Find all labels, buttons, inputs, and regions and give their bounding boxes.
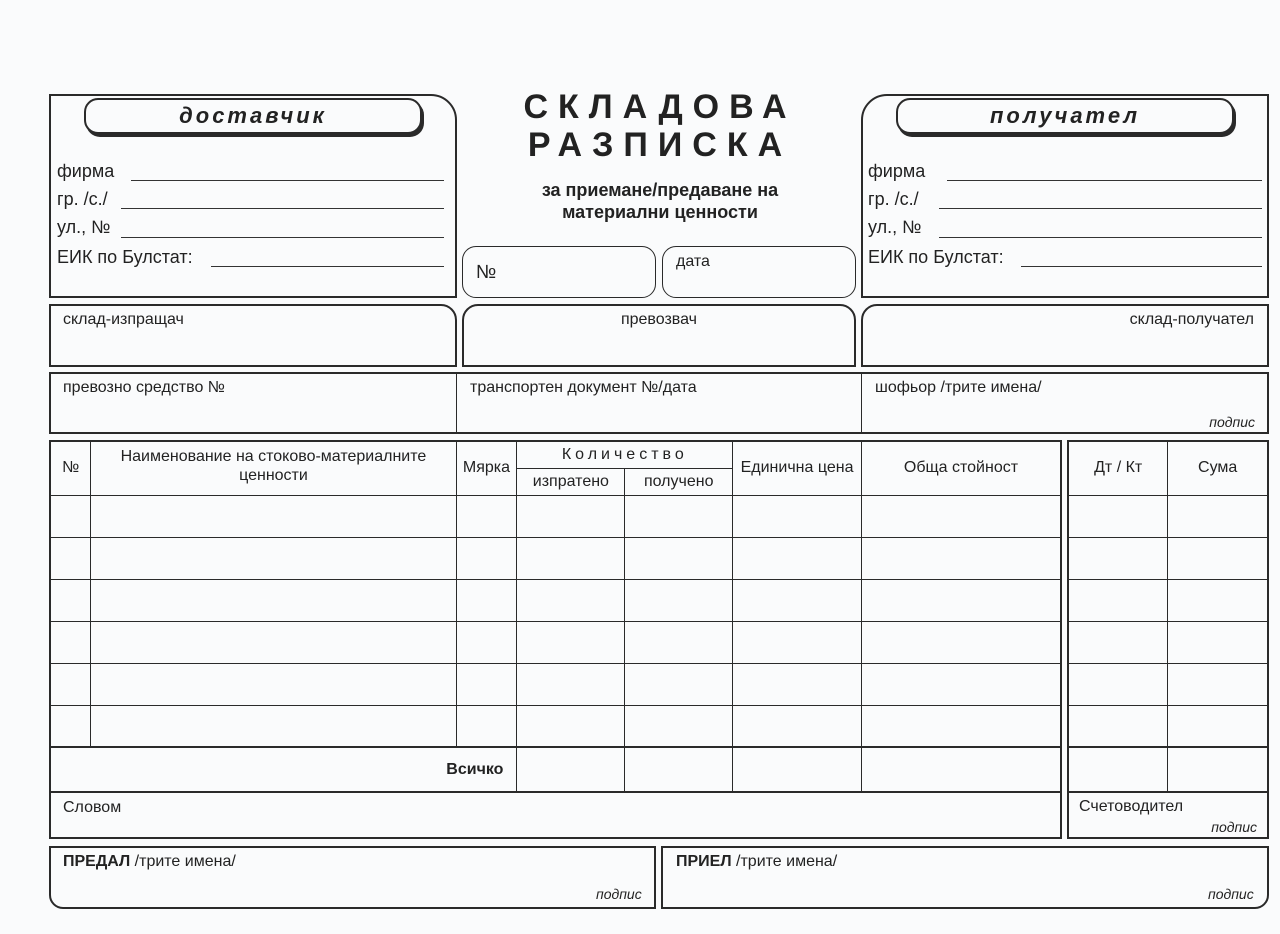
col-sum-header: Сума: [1168, 441, 1268, 495]
number-label: №: [476, 262, 497, 283]
col-total-header: Обща стойност: [861, 441, 1061, 495]
recipient-city-label: гр. /с./: [868, 189, 919, 209]
doc-title-line2: РАЗПИСКА: [527, 126, 793, 164]
table-row[interactable]: [50, 705, 1061, 747]
received-label: [676, 853, 837, 871]
supplier-firm-line[interactable]: [131, 180, 444, 181]
supplier-heading: доставчик: [84, 98, 422, 134]
recipient-street-label: ул., №: [868, 217, 922, 237]
words-label: Словом: [50, 792, 1061, 838]
recipient-city-line[interactable]: [939, 208, 1262, 209]
received-signature-label: подпис: [1208, 886, 1254, 902]
col-qty-header: Количество: [517, 441, 733, 468]
supplier-street-line[interactable]: [121, 237, 444, 238]
doc-title-line1: СКЛАДОВА: [523, 88, 797, 126]
doc-subtitle-line1: за приемане/предаване на: [541, 180, 779, 200]
total-row[interactable]: [50, 747, 1061, 792]
supplier-street-label: ул., №: [57, 217, 111, 237]
table-row[interactable]: [1068, 537, 1268, 579]
table-row[interactable]: [50, 621, 1061, 663]
handed-label-bold: ПРЕДАЛ: [63, 853, 131, 870]
table-row[interactable]: [1068, 579, 1268, 621]
col-dt-kt-header: Дт / Кт: [1068, 441, 1168, 495]
total-label: Всичко: [50, 747, 517, 792]
accountant-label: Счетоводител: [1079, 798, 1184, 815]
carrier-label: превозвач: [620, 311, 698, 328]
recipient-heading: получател: [896, 98, 1234, 134]
table-row[interactable]: [1068, 747, 1268, 792]
transport-divider-1: [456, 373, 457, 433]
col-received-header: получено: [625, 468, 733, 495]
received-label-bold: ПРИЕЛ: [676, 853, 732, 870]
recipient-eik-label: ЕИК по Булстат:: [868, 247, 1004, 267]
accounting-table: [1067, 440, 1269, 839]
table-row[interactable]: [50, 495, 1061, 537]
table-row[interactable]: [50, 663, 1061, 705]
supplier-city-line[interactable]: [121, 208, 444, 209]
transport-divider-2: [861, 373, 862, 433]
recipient-eik-line[interactable]: [1021, 266, 1262, 267]
accountant-row[interactable]: [1068, 792, 1268, 838]
doc-subtitle-line2: материални ценности: [562, 202, 758, 222]
table-row[interactable]: [50, 579, 1061, 621]
date-label: дата: [676, 253, 710, 270]
driver-label: шофьор /трите имена/: [875, 379, 1042, 396]
table-row[interactable]: [1068, 705, 1268, 747]
table-row[interactable]: [1068, 663, 1268, 705]
supplier-eik-label: ЕИК по Булстат:: [57, 247, 193, 267]
handed-label: [63, 853, 236, 871]
col-unit-header: Мярка: [456, 441, 517, 495]
table-row[interactable]: [50, 537, 1061, 579]
words-row[interactable]: [50, 792, 1061, 838]
recipient-firm-label: фирма: [868, 161, 926, 181]
handed-signature-label: подпис: [596, 886, 642, 902]
supplier-firm-label: фирма: [57, 161, 115, 181]
recipient-firm-line[interactable]: [947, 180, 1262, 181]
col-name-header: Наименование на стоково-материалните ценности: [91, 441, 456, 495]
goods-table: [49, 440, 1062, 839]
warehouse-receiver-label: склад-получател: [1129, 311, 1254, 328]
table-row[interactable]: [1068, 621, 1268, 663]
vehicle-label: превозно средство №: [63, 379, 225, 396]
driver-signature-label: подпис: [1209, 414, 1255, 430]
accountant-signature-label: подпис: [1211, 819, 1257, 835]
col-no-header: №: [50, 441, 91, 495]
transport-doc-label: транспортен документ №/дата: [470, 379, 697, 396]
recipient-street-line[interactable]: [939, 237, 1262, 238]
supplier-city-label: гр. /с./: [57, 189, 108, 209]
col-unit-price-header: Единична цена: [733, 441, 862, 495]
warehouse-sender-label: склад-изпращач: [63, 311, 184, 328]
table-row[interactable]: [1068, 495, 1268, 537]
supplier-eik-line[interactable]: [211, 266, 444, 267]
col-sent-header: изпратено: [517, 468, 625, 495]
handed-label-rest: /трите имена/: [130, 853, 236, 870]
received-label-rest: /трите имена/: [731, 853, 838, 870]
